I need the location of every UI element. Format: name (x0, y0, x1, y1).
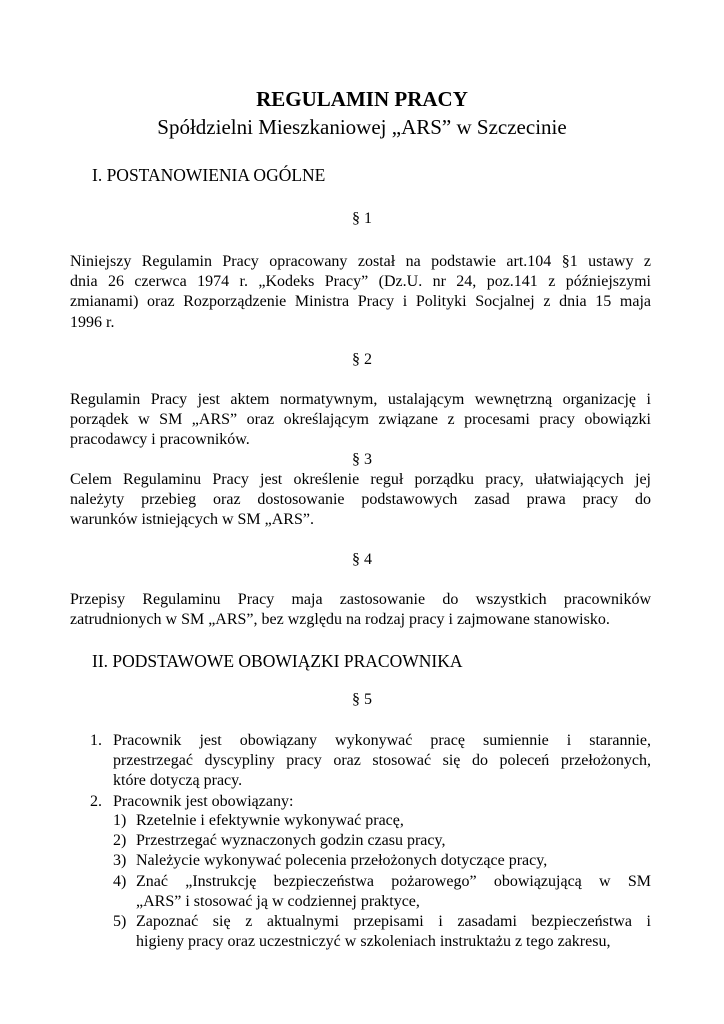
section-heading-duties: II. PODSTAWOWE OBOWIĄZKI PRACOWNIKA (92, 651, 463, 671)
paragraph-number-3: § 3 (352, 451, 372, 468)
sublist-item (113, 912, 651, 952)
list-item-number: 2. (90, 792, 102, 810)
paragraph-line: Niniejszy Regulamin Pracy opracowany został na podstawie art.104 §1 ustawy z (70, 253, 651, 270)
sublist-item-line: „ARS” i stosować ją w codziennej praktyce, (136, 892, 420, 910)
paragraph-line: należyty przebieg oraz dostosowanie podstawowych zasad prawa pracy do (70, 491, 651, 509)
document-subtitle: Spółdzielni Mieszkaniowej „ARS” w Szczecinie (157, 115, 567, 139)
sublist-item (113, 811, 651, 831)
paragraph-line: Regulamin Pracy jest aktem normatywnym, ustalającym wewnętrzną organizację i (70, 391, 651, 408)
paragraph-line: zmianami) oraz Rozporządzenie Ministra Pracy i Polityki Socjalnej z dnia 15 maja (70, 293, 651, 311)
sublist-item-line: Przestrzegać wyznaczonych godzin czasu pracy, (136, 832, 446, 850)
document-title: REGULAMIN PRACY (256, 87, 468, 111)
paragraph-line: dnia 26 czerwca 1974 r. „Kodeks Pracy” (Dz.U. nr 24, poz.141 z późniejszymi (70, 273, 651, 291)
list-item-line: Pracownik jest obowiązany wykonywać pracę sumiennie i starannie, (113, 732, 651, 749)
sublist-item-line: Zapoznać się z aktualnymi przepisami i zasadami bezpieczeństwa i (136, 913, 651, 931)
sublist-item-number: 4) (113, 872, 127, 890)
paragraph-line: porządek w SM „ARS” oraz określającym związane z procesami pracy obowiązki (70, 411, 651, 429)
duties-sublist (113, 811, 651, 952)
paragraph-1-text (70, 252, 651, 333)
sublist-item-line: Znać „Instrukcję bezpieczeństwa pożarowego” obowiązującą w SM (136, 872, 651, 890)
sublist-item (113, 872, 651, 912)
paragraph-line: 1996 r. (70, 313, 115, 331)
paragraph-4-text (70, 590, 651, 630)
list-item (90, 792, 651, 812)
paragraph-number-4: § 4 (352, 551, 372, 568)
paragraph-number-2: § 2 (352, 351, 372, 368)
list-item-line: które dotyczą pracy. (113, 772, 243, 790)
sublist-item-line: Rzetelnie i efektywnie wykonywać pracę, (136, 812, 404, 829)
paragraph-line: pracodawcy i pracowników. (70, 431, 250, 449)
sublist-item-line: Należycie wykonywać polecenia przełożonych dotyczące pracy, (136, 852, 548, 870)
list-item-number: 1. (90, 732, 102, 749)
paragraph-line: Celem Regulaminu Pracy jest określenie reguł porządku pracy, ułatwiających jej (70, 471, 651, 488)
paragraph-line: warunków istniejących w SM „ARS”. (70, 511, 314, 529)
section-heading-general: I. POSTANOWIENIA OGÓLNE (92, 165, 326, 185)
paragraph-number-1: § 1 (352, 210, 372, 227)
sublist-item-line: higieny pracy oraz uczestniczyć w szkoleniach instruktażu z tego zakresu, (136, 933, 611, 951)
paragraph-2-text (70, 390, 651, 451)
paragraph-line: zatrudnionych w SM „ARS”, bez względu na rodzaj pracy i zajmowane stanowisko. (70, 611, 610, 629)
duties-list (90, 731, 651, 812)
paragraph-number-5: § 5 (352, 691, 372, 708)
sublist-item (113, 831, 651, 851)
list-item-line: przestrzegać dyscypliny pracy oraz stosować się do poleceń przełożonych, (113, 752, 651, 770)
paragraph-3-text (70, 470, 651, 531)
sublist-item-number: 1) (113, 812, 127, 829)
sublist-item-number: 2) (113, 832, 127, 850)
sublist-item (113, 851, 651, 871)
list-item (90, 731, 651, 792)
sublist-item-number: 3) (113, 852, 127, 870)
list-item-line: Pracownik jest obowiązany: (113, 792, 294, 810)
sublist-item-number: 5) (113, 913, 127, 931)
paragraph-line: Przepisy Regulaminu Pracy maja zastosowanie do wszystkich pracowników (70, 591, 651, 608)
